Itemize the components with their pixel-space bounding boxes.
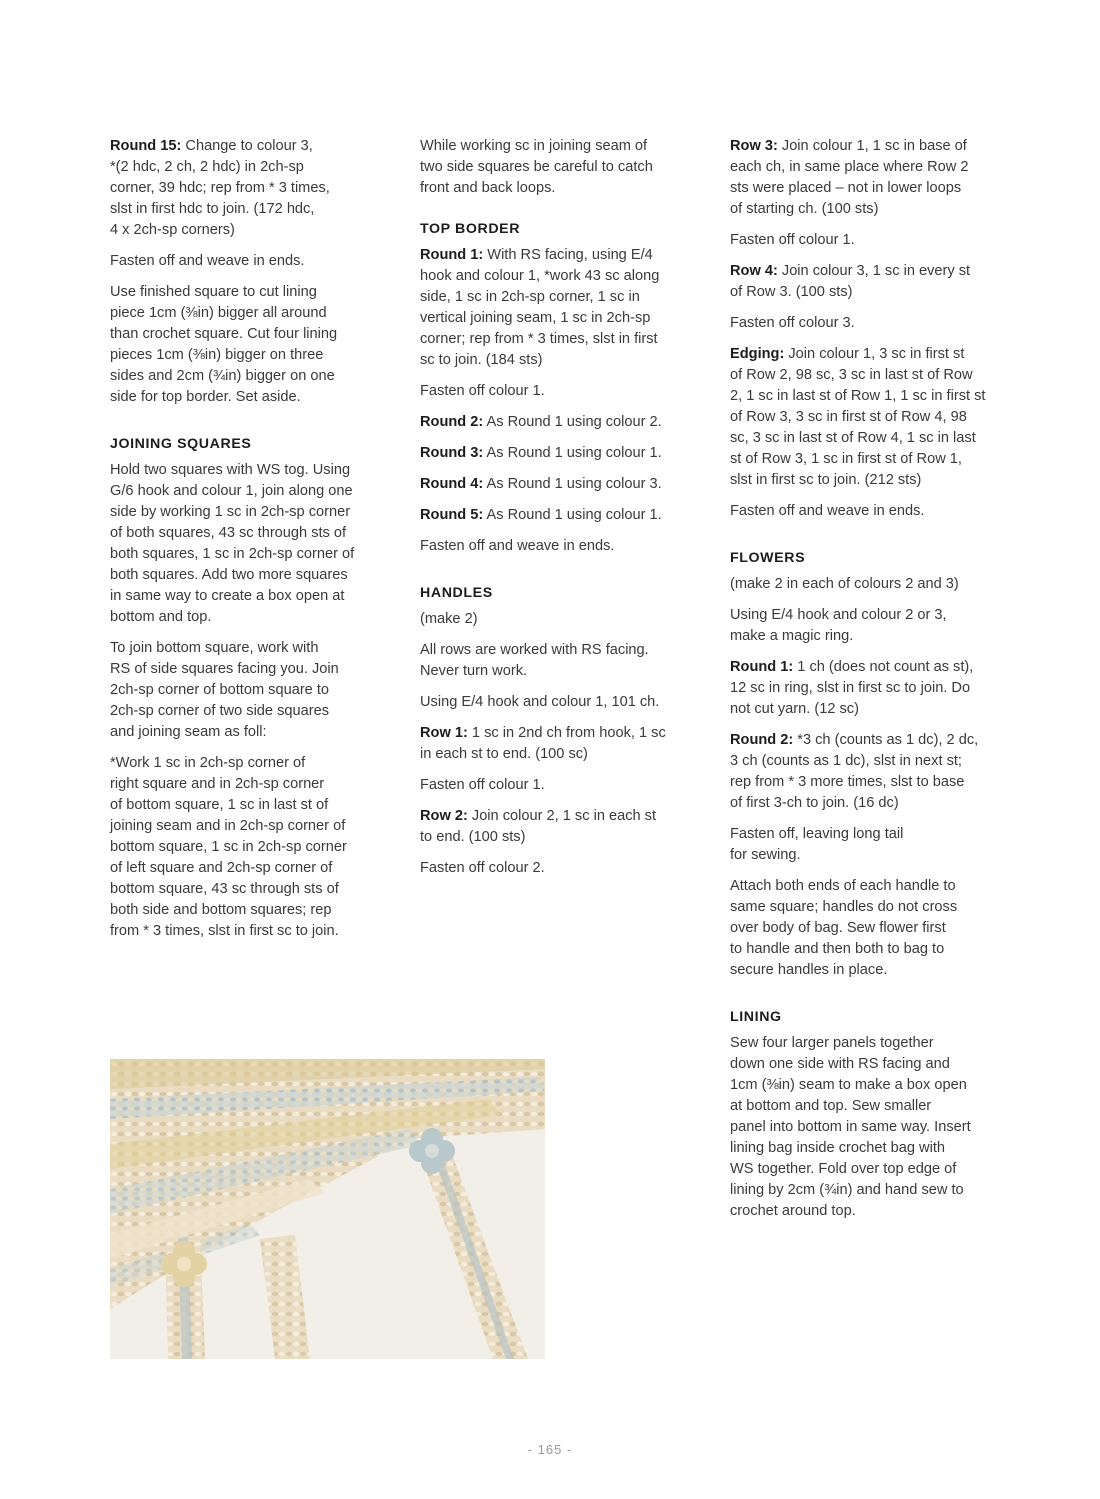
instruction-paragraph bbox=[730, 730, 1012, 814]
step-label: Row 4: bbox=[730, 263, 778, 279]
step-label: Round 15: bbox=[110, 138, 182, 154]
step-label: Round 1: bbox=[730, 659, 794, 675]
step-label: Edging: bbox=[730, 346, 785, 362]
instruction-text: Join colour 3, 1 sc in every st of Row 3. (100 sts) bbox=[730, 263, 971, 300]
instruction-text: Fasten off and weave in ends. bbox=[420, 538, 615, 554]
instruction-text: As Round 1 using colour 1. bbox=[483, 507, 662, 523]
instruction-paragraph bbox=[420, 245, 702, 371]
instruction-text: Using E/4 hook and colour 1, 101 ch. bbox=[420, 694, 660, 710]
instruction-paragraph bbox=[730, 824, 1012, 866]
instruction-text: Using E/4 hook and colour 2 or 3, make a magic ring. bbox=[730, 607, 947, 644]
instruction-paragraph bbox=[730, 657, 1012, 720]
instruction-paragraph bbox=[420, 505, 702, 526]
instruction-text: As Round 1 using colour 2. bbox=[483, 414, 662, 430]
instruction-paragraph bbox=[730, 501, 1012, 522]
instruction-text: Fasten off colour 3. bbox=[730, 315, 855, 331]
instruction-paragraph bbox=[110, 460, 392, 628]
instruction-paragraph bbox=[110, 136, 392, 241]
text-column-3 bbox=[730, 136, 1012, 1232]
step-label: Round 1: bbox=[420, 247, 484, 263]
instruction-paragraph bbox=[420, 536, 702, 557]
instruction-text: Fasten off and weave in ends. bbox=[110, 253, 305, 269]
instruction-paragraph bbox=[420, 609, 702, 630]
instruction-paragraph bbox=[730, 1033, 1012, 1222]
instruction-paragraph bbox=[420, 692, 702, 713]
section-heading: TOP BORDER bbox=[420, 221, 521, 237]
section-heading: LINING bbox=[730, 1009, 782, 1025]
instruction-text: As Round 1 using colour 1. bbox=[483, 445, 662, 461]
instruction-paragraph bbox=[730, 605, 1012, 647]
instruction-text: All rows are worked with RS facing. Never turn work. bbox=[420, 642, 649, 679]
instruction-paragraph bbox=[730, 313, 1012, 334]
instruction-paragraph bbox=[420, 723, 702, 765]
instruction-paragraph bbox=[420, 381, 702, 402]
instruction-paragraph bbox=[730, 876, 1012, 981]
instruction-text: Change to colour 3, *(2 hdc, 2 ch, 2 hdc) in 2ch-sp corner, 39 hdc; rep from * 3 times, slst in first hdc to join. (172 hdc, 4 x 2ch-sp corners) bbox=[110, 138, 330, 238]
instruction-paragraph bbox=[730, 574, 1012, 595]
instruction-paragraph bbox=[110, 638, 392, 743]
section-heading: JOINING SQUARES bbox=[110, 436, 252, 452]
step-label: Round 4: bbox=[420, 476, 484, 492]
instruction-text: Sew four larger panels together down one side with RS facing and 1cm (⅜in) seam to make a box open at bottom and top. Sew smaller panel into bottom in same way. Insert lining bag inside crochet bag with WS together. Fold over top edge of lining by 2cm (¾in) and hand sew to crochet around top. bbox=[730, 1035, 971, 1219]
instruction-text: While working sc in joining seam of two side squares be careful to catch front and back loops. bbox=[420, 138, 653, 196]
step-label: Round 2: bbox=[420, 414, 484, 430]
instruction-paragraph bbox=[420, 412, 702, 433]
section-heading: FLOWERS bbox=[730, 550, 806, 566]
instruction-text: Attach both ends of each handle to same square; handles do not cross over body of bag. Sew flower first to handle and then both to bag to secure handles in place. bbox=[730, 878, 958, 978]
instruction-text: Fasten off colour 1. bbox=[730, 232, 855, 248]
instruction-text: Hold two squares with WS tog. Using G/6 hook and colour 1, join along one side by working 1 sc in 2ch-sp corner of both squares, 43 sc through sts of both squares, 1 sc in 2ch-sp corner of both squares. Add two more squares in same way to create a box open at bottom and top. bbox=[110, 462, 355, 625]
instruction-paragraph bbox=[420, 474, 702, 495]
instruction-paragraph bbox=[420, 640, 702, 682]
step-label: Round 2: bbox=[730, 732, 794, 748]
section-heading: HANDLES bbox=[420, 585, 493, 601]
step-label: Row 1: bbox=[420, 725, 468, 741]
text-column-1 bbox=[110, 136, 392, 952]
step-label: Round 3: bbox=[420, 445, 484, 461]
step-label: Row 3: bbox=[730, 138, 778, 154]
instruction-paragraph bbox=[730, 344, 1012, 491]
instruction-text: As Round 1 using colour 3. bbox=[483, 476, 662, 492]
instruction-text: Use finished square to cut lining piece 1cm (⅜in) bigger all around than crochet square. Cut four lining pieces 1cm (⅜in) bigger on three sides and 2cm (¾in) bigger on one side for top border. Set aside. bbox=[110, 284, 338, 405]
instruction-paragraph bbox=[420, 775, 702, 796]
step-label: Row 2: bbox=[420, 808, 468, 824]
instruction-text: With RS facing, using E/4 hook and colour 1, *work 43 sc along side, 1 sc in 2ch-sp corner, 1 sc in vertical joining seam, 1 sc in 2ch-sp corner; rep from * 3 times, slst in first sc to join. (184 sts) bbox=[420, 247, 660, 368]
instruction-text: (make 2) bbox=[420, 611, 478, 627]
instruction-text: Join colour 2, 1 sc in each st to end. (100 sts) bbox=[420, 808, 657, 845]
instruction-paragraph bbox=[420, 443, 702, 464]
instruction-paragraph bbox=[730, 261, 1012, 303]
instruction-paragraph bbox=[420, 136, 702, 199]
instruction-text: To join bottom square, work with RS of side squares facing you. Join 2ch-sp corner of bottom square to 2ch-sp corner of two side squares and joining seam as foll: bbox=[110, 640, 339, 740]
instruction-paragraph bbox=[110, 282, 392, 408]
instruction-paragraph bbox=[420, 806, 702, 848]
page-number: - 165 - bbox=[527, 1442, 573, 1457]
text-column-2 bbox=[420, 136, 702, 889]
step-label: Round 5: bbox=[420, 507, 484, 523]
instruction-paragraph bbox=[730, 230, 1012, 251]
instruction-text: 1 ch (does not count as st), 12 sc in ring, slst in first sc to join. Do not cut yarn. (12 sc) bbox=[730, 659, 974, 717]
instruction-paragraph bbox=[730, 136, 1012, 220]
instruction-text: (make 2 in each of colours 2 and 3) bbox=[730, 576, 959, 592]
instruction-paragraph bbox=[110, 753, 392, 942]
instruction-text: Join colour 1, 3 sc in first st of Row 2, 98 sc, 3 sc in last st of Row 2, 1 sc in last st of Row 1, 1 sc in first st of Row 3, 3 sc in first st of Row 4, 98 sc, 3 sc in last st of Row 4, 1 sc in last st of Row 3, 1 sc in first st of Row 1, slst in first sc to join. (212 sts) bbox=[730, 346, 986, 488]
instruction-text: *Work 1 sc in 2ch-sp corner of right square and in 2ch-sp corner of bottom square, 1 sc in last st of joining seam and in 2ch-sp corner of bottom square, 1 sc in 2ch-sp corner of left square and 2ch-sp corner of bottom square, 43 sc through sts of both side and bottom squares; rep from * 3 times, slst in first sc to join. bbox=[110, 755, 347, 939]
instruction-text: Fasten off colour 1. bbox=[420, 777, 545, 793]
instruction-text: Join colour 1, 1 sc in base of each ch, in same place where Row 2 sts were placed – not in lower loops of starting ch. (100 sts) bbox=[730, 138, 969, 217]
instruction-text: *3 ch (counts as 1 dc), 2 dc, 3 ch (counts as 1 dc), slst in next st; rep from * 3 more times, slst to base of first 3-ch to join. (16 dc) bbox=[730, 732, 979, 811]
instruction-text: Fasten off colour 2. bbox=[420, 860, 545, 876]
instruction-text: Fasten off and weave in ends. bbox=[730, 503, 925, 519]
instruction-paragraph bbox=[420, 858, 702, 879]
instruction-text: Fasten off colour 1. bbox=[420, 383, 545, 399]
instruction-text: Fasten off, leaving long tail for sewing. bbox=[730, 826, 904, 863]
instruction-paragraph bbox=[110, 251, 392, 272]
crochet-bag-photo bbox=[110, 1059, 545, 1359]
instruction-text: 1 sc in 2nd ch from hook, 1 sc in each st to end. (100 sc) bbox=[420, 725, 666, 762]
